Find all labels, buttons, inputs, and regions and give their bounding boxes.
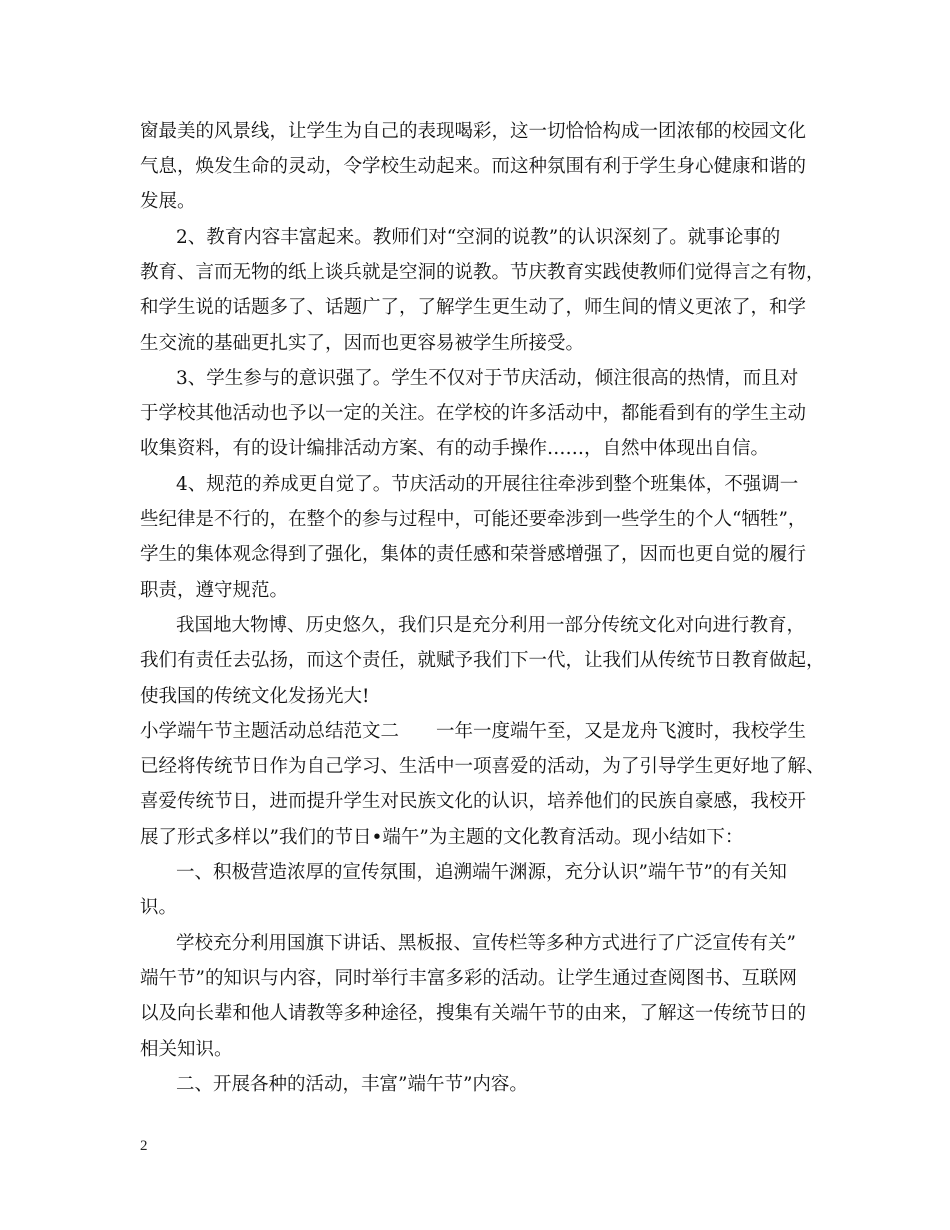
section-heading-line: 小学端午节主题活动总结范文二 一年一度端午至，又是龙舟飞渡时，我校学生 xyxy=(140,721,807,742)
text-line: 教育、言而无物的纸上谈兵就是空洞的说教。节庆教育实践使教师们觉得言之有物， xyxy=(140,262,825,283)
text-line: 于学校其他活动也予以一定的关注。在学校的许多活动中，都能看到有的学生主动 xyxy=(140,403,807,424)
text-line: 喜爱传统节日，进而提升学生对民族文化的认识，培养他们的民族自豪感，我校开 xyxy=(140,791,807,812)
text-line: 识。 xyxy=(140,897,178,918)
text-line: 已经将传统节日作为自己学习、生活中一项喜爱的活动，为了引导学生更好地了解、 xyxy=(140,756,825,777)
text-line: 4、规范的养成更自觉了。节庆活动的开展往往牵涉到整个班集体，不强调一 xyxy=(176,474,799,495)
text-line: 我国地大物博、历史悠久，我们只是充分利用一部分传统文化对向进行教育， xyxy=(176,615,806,636)
text-line: 职责，遵守规范。 xyxy=(140,580,289,601)
text-line: 端午节”的知识与内容，同时举行丰富多彩的活动。让学生通过查阅图书、互联网 xyxy=(140,968,797,989)
text-line: 些纪律是不行的，在整个的参与过程中，可能还要牵涉到一些学生的个人“牺牲”， xyxy=(140,509,807,530)
text-line: 我们有责任去弘扬，而这个责任，就赋予我们下一代，让我们从传统节日教育做起， xyxy=(140,650,825,671)
text-line: 学生的集体观念得到了强化，集体的责任感和荣誉感增强了，因而也更自觉的履行 xyxy=(140,544,807,565)
text-line: 相关知识。 xyxy=(140,1039,233,1060)
text-line: 二、开展各种的活动，丰富”端午节”内容。 xyxy=(176,1074,528,1095)
page-number: 2 xyxy=(140,1138,148,1154)
text-line: 生交流的基础更扎实了，因而也更容易被学生所接受。 xyxy=(140,333,585,354)
text-line: 发展。 xyxy=(140,191,196,212)
text-line: 一、积极营造浓厚的宣传氛围，追溯端午渊源，充分认识”端午节”的有关知 xyxy=(176,862,787,883)
text-line: 2、教育内容丰富起来。教师们对“空洞的说教”的认识深刻了。就事论事的 xyxy=(176,227,781,248)
text-line: 使我国的传统文化发扬光大! xyxy=(140,686,370,707)
text-line: 和学生说的话题多了、话题广了，了解学生更生动了，师生间的情义更浓了，和学 xyxy=(140,297,807,318)
text-line: 学校充分利用国旗下讲话、黑板报、宣传栏等多种方式进行了广泛宣传有关” xyxy=(176,933,796,954)
text-line: 3、学生参与的意识强了。学生不仅对于节庆活动，倾注很高的热情，而且对 xyxy=(176,368,799,389)
text-line: 以及向长辈和他人请教等多种途径，搜集有关端午节的由来，了解这一传统节日的 xyxy=(140,1003,807,1024)
text-line: 窗最美的风景线，让学生为自己的表现喝彩，这一切恰恰构成一团浓郁的校园文化 xyxy=(140,121,807,142)
text-line: 气息，焕发生命的灵动，令学校生动起来。而这种氛围有利于学生身心健康和谐的 xyxy=(140,156,807,177)
text-line: 收集资料，有的设计编排活动方案、有的动手操作……，自然中体现出自信。 xyxy=(140,438,770,459)
text-line: 展了形式多样以”我们的节日•端午”为主题的文化教育活动。现小结如下： xyxy=(140,827,744,848)
